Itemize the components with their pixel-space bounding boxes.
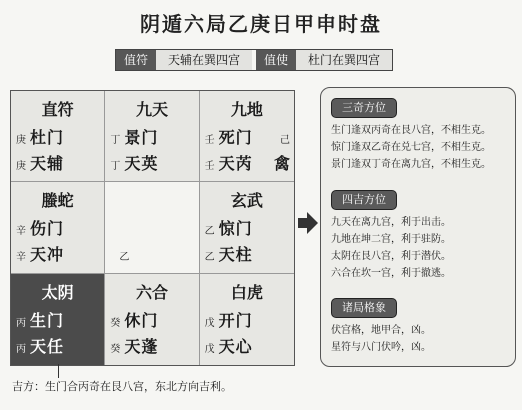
analysis-panel bbox=[320, 87, 516, 367]
sanqi-list bbox=[331, 122, 509, 173]
palace-grid bbox=[10, 90, 295, 366]
siji-line: 太阴在艮八宫，利于潜伏。 bbox=[331, 251, 451, 262]
palace-xun bbox=[11, 91, 105, 182]
geju-list bbox=[331, 322, 509, 356]
palace-god: 九地 bbox=[230, 100, 263, 119]
pointer-line bbox=[58, 364, 59, 378]
palace-door-row bbox=[205, 216, 290, 239]
palace-gen bbox=[11, 274, 105, 365]
palace-door-row bbox=[16, 308, 100, 331]
heaven-stem: 辛 bbox=[16, 226, 26, 238]
door-name: 死门 bbox=[218, 128, 253, 147]
center-stem: 乙 bbox=[119, 251, 130, 263]
palace-li bbox=[105, 91, 199, 182]
palace-god: 九天 bbox=[135, 100, 168, 119]
palace-star-row bbox=[110, 334, 194, 357]
zhishi-label: 值使 bbox=[256, 50, 296, 70]
palace-center bbox=[105, 182, 199, 273]
siji-badge: 四吉方位 bbox=[331, 190, 397, 210]
siji-line: 九地在坤二宫，利于驻防。 bbox=[331, 234, 451, 245]
palace-door-row bbox=[205, 308, 290, 331]
door-name: 景门 bbox=[124, 128, 159, 147]
earth-stem: 庚 bbox=[16, 161, 26, 172]
earth-stem: 癸 bbox=[110, 343, 121, 355]
star-name: 天任 bbox=[30, 336, 65, 356]
earth-stem: 乙 bbox=[204, 252, 215, 264]
earth-stem: 壬 bbox=[204, 161, 215, 172]
footer-note bbox=[12, 378, 232, 394]
star-name: 天冲 bbox=[30, 245, 65, 265]
palace-god: 太阴 bbox=[41, 282, 74, 302]
star-name: 天心 bbox=[218, 336, 253, 356]
sanqi-badge: 三奇方位 bbox=[331, 98, 397, 118]
geju-line: 星符与八门伏吟，凶。 bbox=[331, 342, 431, 353]
footer-text: 生门合丙奇在艮八宫，东北方向吉利。 bbox=[45, 380, 232, 393]
star-name: 天蓬 bbox=[124, 336, 159, 356]
heaven-stem: 壬 bbox=[204, 135, 215, 146]
zhishi-value: 杜门在巽四宫 bbox=[296, 50, 392, 70]
door-name: 惊门 bbox=[218, 219, 253, 239]
door-name: 伤门 bbox=[30, 219, 65, 239]
heaven-stem: 丙 bbox=[16, 317, 26, 329]
heaven-stem: 丁 bbox=[110, 135, 121, 146]
palace-kan bbox=[105, 274, 199, 365]
geju-badge: 诸局格象 bbox=[331, 298, 397, 318]
sanqi-line: 惊门逢双乙奇在兑七宫，不相生克。 bbox=[331, 142, 491, 153]
duty-bar bbox=[115, 49, 393, 71]
palace-god: 直符 bbox=[41, 100, 74, 119]
earth-stem: 辛 bbox=[16, 252, 26, 264]
siji-line: 九天在离九宫，利于出击。 bbox=[331, 217, 451, 228]
star-name: 天芮 bbox=[218, 154, 253, 173]
arrow-right-icon bbox=[298, 212, 318, 234]
palace-god: 六合 bbox=[135, 282, 168, 302]
zhifu-value: 天辅在巽四宫 bbox=[156, 50, 252, 70]
door-name: 杜门 bbox=[30, 128, 65, 147]
door-name: 休门 bbox=[124, 310, 159, 330]
palace-star-row bbox=[16, 151, 100, 174]
lodged-stem: 己 bbox=[280, 135, 290, 146]
footer-label: 吉方： bbox=[12, 380, 45, 393]
heaven-stem: 乙 bbox=[204, 226, 215, 238]
lodged-star: 禽 bbox=[273, 154, 290, 173]
palace-door-row bbox=[16, 125, 100, 148]
palace-star-row bbox=[110, 151, 194, 174]
palace-god: 白虎 bbox=[230, 282, 263, 302]
palace-star-row bbox=[16, 334, 100, 357]
earth-stem: 戊 bbox=[204, 343, 215, 355]
palace-door-row bbox=[16, 216, 100, 239]
palace-kun bbox=[200, 91, 294, 182]
palace-star-row bbox=[16, 242, 100, 265]
sanqi-line: 景门逢双丁奇在离九宫，不相生克。 bbox=[331, 159, 491, 170]
palace-door-row bbox=[110, 125, 194, 148]
earth-stem: 丙 bbox=[16, 343, 26, 355]
palace-star-row bbox=[205, 242, 290, 265]
palace-zhen bbox=[11, 182, 105, 273]
geju-line: 伏宫格，地甲合，凶。 bbox=[331, 325, 431, 336]
earth-stem: 丁 bbox=[110, 161, 121, 172]
siji-line: 六合在坎一宫，利于撤逃。 bbox=[331, 268, 451, 279]
palace-door-row bbox=[205, 125, 290, 148]
zhifu-label: 值符 bbox=[116, 50, 156, 70]
door-name: 开门 bbox=[218, 310, 253, 330]
star-name: 天柱 bbox=[218, 245, 253, 265]
heaven-stem: 庚 bbox=[16, 135, 26, 146]
heaven-stem: 癸 bbox=[110, 317, 121, 329]
palace-qian bbox=[200, 274, 294, 365]
palace-door-row bbox=[110, 308, 194, 331]
siji-list bbox=[331, 214, 509, 282]
door-name: 生门 bbox=[30, 310, 65, 330]
star-name: 天英 bbox=[124, 154, 159, 173]
palace-star-row bbox=[205, 151, 290, 174]
heaven-stem: 戊 bbox=[204, 317, 215, 329]
palace-dui bbox=[200, 182, 294, 273]
palace-star-row bbox=[205, 334, 290, 357]
sanqi-line: 生门逢双丙奇在艮八宫，不相生克。 bbox=[331, 125, 491, 136]
star-name: 天辅 bbox=[30, 154, 65, 173]
palace-god: 玄武 bbox=[230, 191, 263, 211]
palace-god: 螣蛇 bbox=[41, 191, 74, 211]
page-title: 阴遁六局乙庚日甲申时盘 bbox=[140, 12, 382, 36]
